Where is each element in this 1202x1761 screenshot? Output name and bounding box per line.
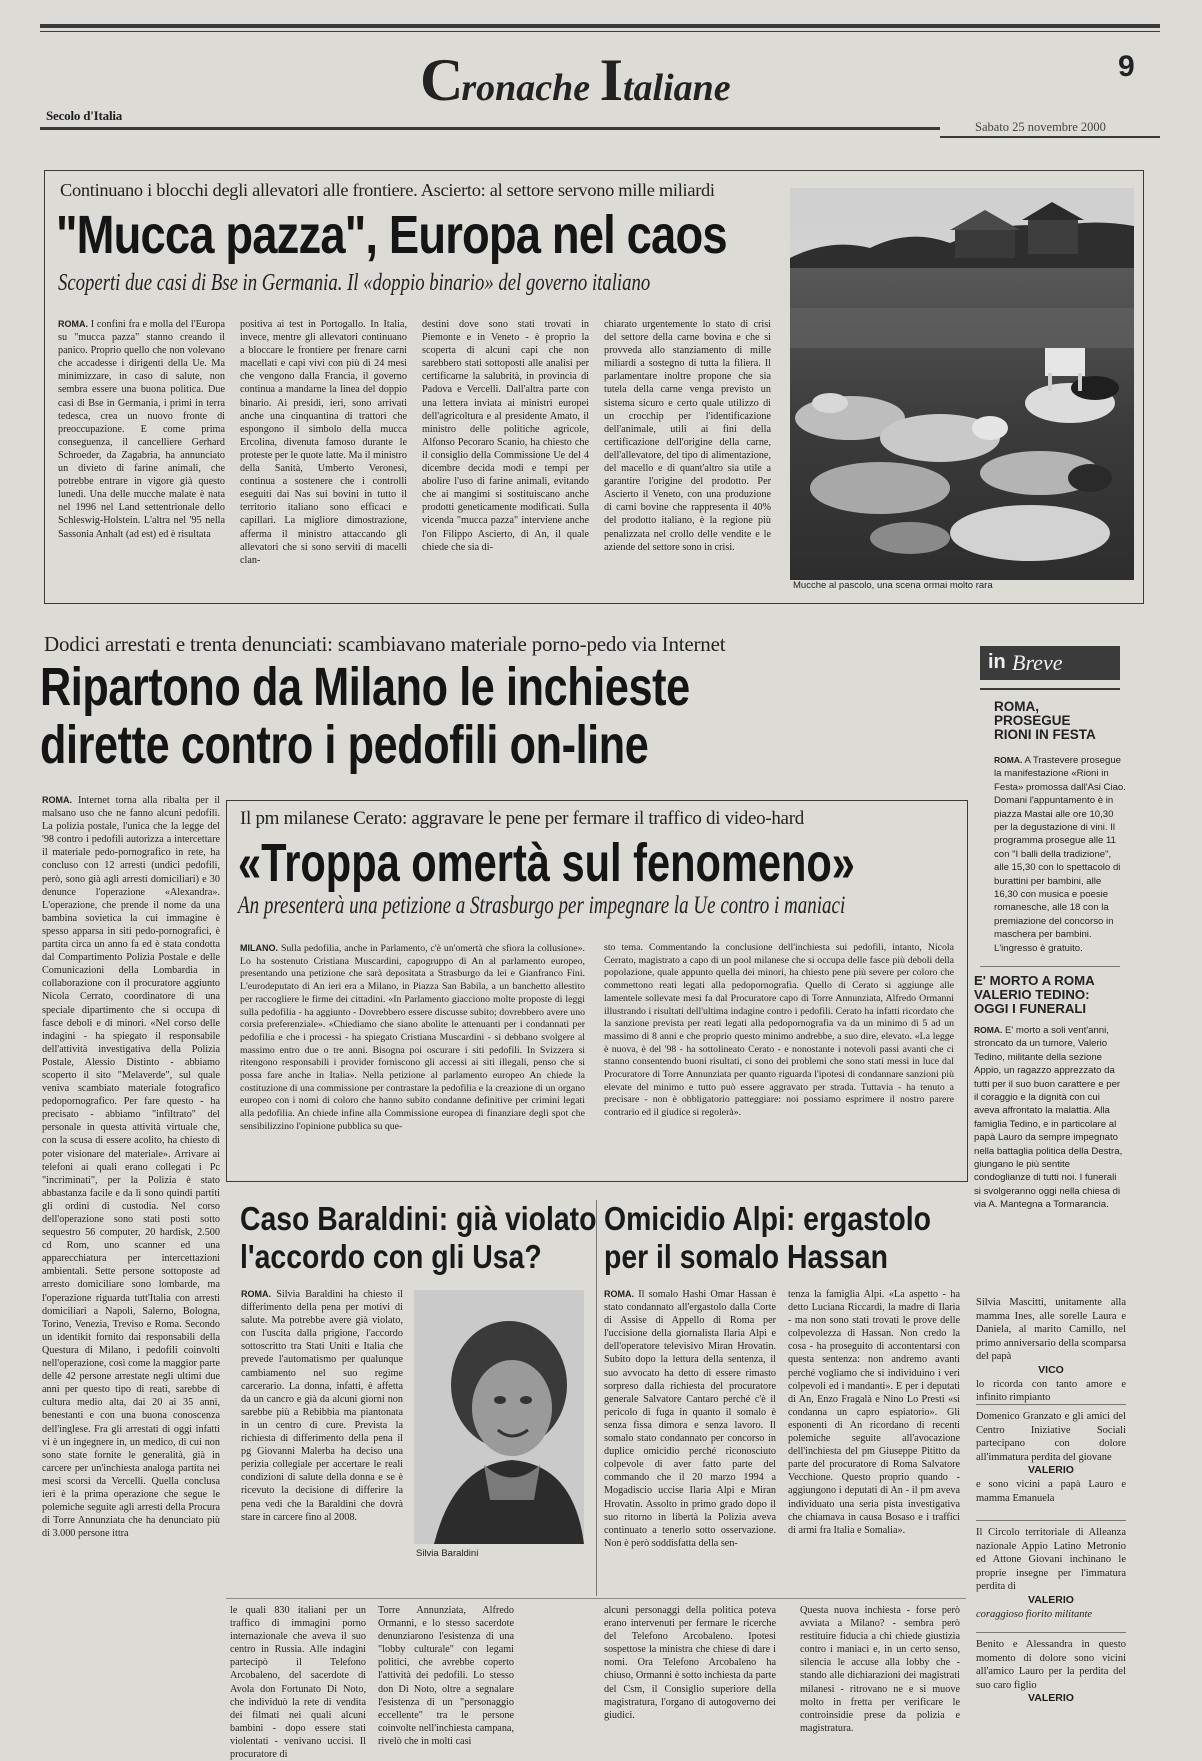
alpi-col-1-text: Il somalo Hashi Omar Hassan è stato condannato all'ergastolo dalla Corte di Assise di Appello di Roma per l'uccisione della giornalista Ilaria Alpi e dell'operatore televisivo Miran Hrovatin. Subito dopo la lettura della sentenza, il suo avvocato ha detto di essere rimasto sorpreso dalla richiesta del procuratore generale Salvatore Cantaro perché c'è il pericolo di fuga in quanto il somalo è senza fissa dimora e senza lavoro. Il somalo stato condannato per concorso in duplice omicidio perché riconosciuto colpevole di aver fatto parte del commando che il 20 marzo 1994 a Mogadiscio uccise Ilaria Alpi e Miran Hrovatin. Assolto in primo grado dopo il suo ritorno in libertà la Polizia aveva continuato a tenerlo sotto osservazione. Non è però soddisfatta della sen- bbox=[604, 1289, 777, 1549]
breve-item1-text: A Trastevere prosegue la manifestazione «Rioni in Festa» promossa dall'Asi Ciao. Domani l'appuntamento è in piazza Mastai alle ore 10,30 per la degustazione di vini. Il programma prosegue alle 11 con "I balli della tradizione", alle 15,30 con lo spettacolo di burattini per bambini, alle 16,30 con musica e poesie romanesche, alle 18 con la premiazione del concorso in maschera per bambini. L'ingresso è gratuito. bbox=[994, 755, 1126, 954]
baraldini-alpi-divider bbox=[596, 1200, 597, 1596]
breve-item2-title-line1: E' MORTO A ROMA bbox=[974, 973, 1095, 988]
pedofili-dateline: ROMA. bbox=[42, 795, 72, 805]
obituary-3-after: coraggioso fiorito militante bbox=[976, 1608, 1093, 1620]
mucca-col-4 bbox=[604, 318, 771, 588]
obituary-2 bbox=[976, 1410, 1126, 1510]
mucca-col-1 bbox=[58, 318, 225, 588]
omerta-col-1-text: Sulla pedofilia, anche in Parlamento, c'è un'omertà che sfiora la collusione». Lo ha sostenuto Cristiana Muscardini, capogruppo di An al parlamento europeo, presentando una petizione che sarà depositata a Strasburgo da lei e Gianfranco Fini. L'eurodeputato di An ieri era a Milano, in Piazza San Babila, a un banchetto allestito per raccogliere le firme dei cittadini. «In Parlamento giacciono molte proposte di leggi sulla pedofilia - ha aggiunto - Dovrebbero essere discusse subito; dovrebbero avere uno corsia preferenziale». «Chiediamo che siano abolite le attenuanti per i condannati per pedofilia e che i processi - ha spiegato Cristiana Muscardini - si debbano svolgere al massimo entro due o tre anni. Bisogna poi oscurare i siti pedofili. In Svizzera si ritengono responsabili i provider forniscono gli accessi ai siti illegali, penso che si possa fare anche in Italia». Nella petizione al parlamento europeo An chiede la costituzione di una commissione per contrastare la pedofilia e la creazione di un organo europeo con i nomi di coloro che hanno subito condanne definitive per crimini legati alla pedofilia. An chiede infine alla Commissione europea di finanziare degli spot che sensibilizzino l'opinione pubblica su que- bbox=[240, 943, 585, 1132]
bottom-columns-rule bbox=[226, 1598, 966, 1599]
obituary-1-name: VICO bbox=[1038, 1363, 1064, 1376]
obituary-4 bbox=[976, 1638, 1126, 1718]
breve-item2-title-line3: OGGI I FUNERALI bbox=[974, 1001, 1087, 1016]
in-breve-label-in: in bbox=[988, 651, 1006, 673]
pedofili-kicker: Dodici arrestati e trenta denunciati: scambiavano materiale porno-pedo via Internet bbox=[44, 632, 726, 656]
obituary-divider-1 bbox=[976, 1404, 1126, 1405]
baraldini-body bbox=[241, 1288, 403, 1594]
baraldini-headline-line2-wrap bbox=[240, 1238, 590, 1278]
pedofili-headline-line2: dirette contro i pedofili on-line bbox=[40, 715, 649, 775]
obituary-divider-3 bbox=[976, 1632, 1126, 1633]
breve-item2-text: E' morto a soli vent'anni, stroncato da un tumore, Valerio Tedino, militante della sezione Appio, un ragazzo apprezzato da tutti per il suo buon carattere e per il coraggio e la dignità con cui aveva affrontato la malattia. Alla famiglia Tedino, e in particolare al papà Lauro da sempre impegnato nella battaglia politica della Destra, giungano le più sentite condoglianze di tutti noi. I funerali si svolgeranno oggi nella chiesa di via A. Mantegna a Tormarancia. bbox=[974, 1025, 1123, 1211]
mucca-col-2-text: positiva ai test in Portogallo. In Italia, invece, mentre gli allevatori continuano a bloccare le frontiere per frenare carni macellati e capi vivi con più di 24 mesi che vengono dalla Francia, il governo continua a mandarne la linea del doppio binario. Ai presidi, ieri, sono arrivati anche una cinquantina di trattori che espongono il simbolo della mucca Ercolina, divenuta famoso durante le proteste per le quote latte. Ma il ministro della Sanità, Umberto Veronesi, continua a sostenere che i controlli eseguiti dai Nas sui bovini in tutto il territorio italiano sono efficaci e capillari. La migliore dimostrazione, afferma il ministro attaccando gli allevatori che si sono serviti di macelli clan- bbox=[240, 319, 407, 566]
baraldini-portrait-image bbox=[414, 1290, 584, 1544]
section-title bbox=[420, 46, 840, 116]
alpi-headline-line1: Omicidio Alpi: ergastolo bbox=[604, 1200, 931, 1237]
mucca-col-4-text: chiarato urgentemente lo stato di crisi del settore della carne bovina e che si provveda allo stanziamento di mille miliardi a sostegno di tutta la filiera. Il parlamentare inoltre propone che sia tutela della carne venga previsto un sistema sicuro e certo quale utilizzo di un crocchip per l'identificazione dell'animale, utili ai fini della certificazione dell'origine della carne, dell'allevatore, del tipo di alimentazione, del macello e di quant'altro sia utile a garantire l'origine del prodotto. Per Ascierto il Veneto, con una produzione di carni bovine che rappresenta il 40% del prodotto italiano, è la regione più penalizzata nel crollo delle vendite e le aziende del settore sono in crisi. bbox=[604, 319, 771, 553]
pedofili-bottom-col-4-text: alcuni personaggi della politica poteva erano intervenuti per fermare le ricerche del Telefono Arcobaleno. Ipotesi sospettose la ministra che chiese di dare i nomi. Ora Telefono Arcobaleno ha chiuso, Ormanni è sotto inchiesta da parte del Csm, il Consiglio superiore della magistratura, l'organo di autogoverno dei giudici. bbox=[604, 1605, 776, 1721]
masthead-bottom-rule-right bbox=[940, 136, 1160, 138]
pedofili-bottom-col-2-text: le quali 830 italiani per un traffico di immagini porno internazionale che aveva il suo centro in Russia. Alle indagini partecipò il Telefono Arcobaleno, del sacerdote di Avola don Fortunato Di Noto, che individuò la rete di vendita dei filmati nei quali alcuni bambini - dopo essere stati violentati - venivano uccisi. Il procuratore di bbox=[230, 1605, 366, 1761]
breve-item2-dateline: ROMA. bbox=[974, 1025, 1003, 1035]
breve-item2-title bbox=[974, 974, 1095, 1016]
mucca-dateline: ROMA. bbox=[58, 319, 88, 329]
mucca-col-1-text: I confini fra e molla del l'Europa su "mucca pazza" stanno creando il panico. Proprio quello che non volevano che accadesse i dirigenti della Ue. Ma minimizzare, in caso di salute, non sembra essere una buona politica. Due casi di Bse in Germania, i primi in terra tedesca, crea un nuovo fronte di preoccupazione. E come prima conseguenza, il cancelliere Gerhard Schroeder, da Zagabria, ha annunciato un divieto di farine animali, che potrebbe entrare in vigore già questo lunedì. Una delle mucche malate è nata nel 1996 nel Land settentrionale dello Schleswig-Holstein. L'altra nel '95 nella Sassonia Anhalt (ad est) ed è risultata bbox=[58, 319, 226, 540]
section-title-initial-i: I bbox=[599, 47, 623, 113]
obituary-1-text: Silvia Mascitti, unitamente alla mamma Ines, alle sorelle Laura e Daniela, al marito Camillo, nel primo anniversario della scomparsa del papà bbox=[976, 1297, 1126, 1363]
obituary-divider-2 bbox=[976, 1520, 1126, 1521]
obituary-3-name: VALERIO bbox=[1028, 1593, 1074, 1606]
baraldini-photo bbox=[414, 1290, 584, 1544]
obituary-4-name: VALERIO bbox=[1028, 1692, 1074, 1705]
mucca-col-3 bbox=[422, 318, 589, 588]
page-number: 9 bbox=[1118, 50, 1135, 83]
obituary-3-text: Il Circolo territoriale di Alleanza nazionale Appio Latino Metronio ed Attone Giovani inchinano le proprie insegne per l'immatura perdita di bbox=[976, 1527, 1126, 1593]
alpi-headline-line2-wrap bbox=[604, 1238, 964, 1278]
omerta-col-2 bbox=[604, 942, 954, 1168]
breve-item1-title bbox=[994, 700, 1096, 742]
masthead-top-rule-thin bbox=[40, 31, 1160, 32]
obituary-2-name: VALERIO bbox=[1028, 1464, 1074, 1477]
issue-date: Sabato 25 novembre 2000 bbox=[975, 120, 1106, 134]
breve-item1-dateline: ROMA. bbox=[994, 755, 1023, 765]
in-breve-top-rule bbox=[980, 688, 1120, 690]
omerta-kicker: Il pm milanese Cerato: aggravare le pene per fermare il traffico di video-hard bbox=[240, 808, 804, 829]
omerta-subhead: An presenterà una petizione a Strasburgo per impegnare la Ue contro i maniaci bbox=[238, 892, 846, 919]
cows-pasture-image bbox=[790, 188, 1134, 580]
omerta-subhead-wrap bbox=[238, 892, 958, 924]
obituary-3 bbox=[976, 1526, 1126, 1624]
in-breve-label bbox=[980, 646, 1120, 680]
breve-item1-title-line1: ROMA, bbox=[994, 699, 1039, 714]
omerta-col-2-text: sto tema. Commentando la conclusione dell'inchiesta sui pedofili, intanto, Nicola Cerrato, magistrato a capo di un pool milanese che si occupa delle fasce più deboli della popolazione, quale appunto quella dei minori, ha chiesto pene più severe per coloro che commettono reati legati alla pedopornografia. Quello di Cerato si aggiunge alle lamentele sollevate mesi fa dal Procuratore capo di Torre Annunziata, Alfredo Ormanni illustrando i risultati dell'ultima indagine contro i pedofili. Cerato ha infatti ricordato che la sanzione prevista per reati legati alla pedopornografia va da un minimo di 5 ad un massimo di 8 anni e che proprio questo minimo andrebbe, a suo dire, elevato. «La legge è nuova, è del '98 - ha sottolineato Cerato - e nonostante i notevoli passi avanti che ci stanno consentendo buoni risultati, ci sono dei problemi che sono stati messi in luce dal Procuratore di Torre Annunziata per quanto riguarda l'ipotesi di condannare sanzioni più elevate del minimo e tutto può essere aggravato per strada. Tuttavia - ha tenuto a precisare - non è obbligatorio patteggiare: noi possiamo esprimere il nostro parere contrario ed il giudice si regolerà». bbox=[604, 942, 954, 1119]
obituary-4-text: Benito e Alessandra in questo momento di dolore sono vicini all'amico Lauro per la perdita del suo caro figlio bbox=[976, 1639, 1126, 1691]
alpi-headline-line1-wrap bbox=[604, 1200, 964, 1240]
pedofili-bottom-col-3-text: Torre Annunziata, Alfredo Ormanni, e lo stesso sacerdote denunziarono l'esistenza di una "lobby culturale" con legami politici, che avrebbe coperto l'attività dei pedofili. Lo stesso don Di Noto, oltre a segnalare l'esistenza di un "personaggio eccellente" tra le persone coinvolte nell'inchiesta campana, rivelò che in molti casi bbox=[378, 1605, 514, 1747]
mucca-col-2 bbox=[240, 318, 407, 588]
breve-item1-title-line3: RIONI IN FESTA bbox=[994, 727, 1096, 742]
omerta-headline: «Troppa omertà sul fenomeno» bbox=[238, 833, 855, 893]
baraldini-photo-caption: Silvia Baraldini bbox=[416, 1548, 479, 1559]
omerta-dateline: MILANO. bbox=[240, 943, 278, 953]
omerta-col-1 bbox=[240, 942, 585, 1168]
mucca-kicker: Continuano i blocchi degli allevatori alle frontiere. Ascierto: al settore servono mille miliardi bbox=[60, 180, 715, 200]
pedofili-left-col-text: Internet torna alla ribalta per il malsano uso che ne fanno alcuni pedofili. La polizia postale, l'unica che la legge del '98 contro i pedofili autorizza a intercettare il materiale pedo-pornografico in rete, ha concluso con 12 arresti (undici pedofili, però, sono già agli arresti domiciliari) e 30 denunce l'operazione «Alexandra». L'operazione, che prende il nome da una bambina sovietica la cui immagine è spesso apparsa in siti pedo-pornografici, è partita circa un anno fa ed è stata condotta dal Compartimento Polizia Postale e delle Comunicazioni della Lombardia in collaborazione con il procuratore aggiunto Nicola Cerrato, coordinatore di una speciale dipartimento che si occupa di fasce deboli e di minori. «Nel corso delle indagini - ha spiegato il responsabile dell'attività investigativa della Polizia Postale, Alessio Distinto - abbiamo scoperto il sito "Melaverde", sul quale veniva scambiato materiale fotografico pedopornografico. Per fare questo - ha precisato - abbiamo "infiltrato" del personale in questa attività virtuale che, con la scusa di essere acolito, ha chiesto di poter visionare del materiale». Arrivare ai telefoni ai quali erano collegati i Pc "incriminati", per la Polizia è stato abbastanza facile e da lì sono quindi partiti gli ordini di custodia. Nel corso dell'operazione sono stati posti sotto sequestro 56 computer, 20 hardisk, 2.500 cd Rom, uno scanner ed una apparecchiatura per intercettazioni ambientali. Sette persone sottoposte ad arresto domiciliare sono lombarde, ma l'operazione riguarda tutt'Italia con arresti domiciliari a Napoli, Salerno, Bologna, Torino, Venezia, Treviso e Roma. Secondo un identikit fornito dai responsabili della Questura di Milano, i pedofili coinvolti nell'operazione, così come la maggior parte delle 42 persone arrestate negli ultimi due anni per questo tipo di reati, sarebbe di cultura medio alta, dai 20 ai 35 anni, benestanti e con una buona conoscenza dell'inglese. Fra gli arrestati di oggi infatti vi è un ingegnere in, un medico, di cui non sono state fornite le generalità, già in carcere per un'inchiesta analoga partita nei mesi scorsi da Vercelli. Quella conclusa ieri è la prima operazione che segue le polemiche seguite agli arresti della Procura di Torre Annunziata che ha denunciato più di 3.000 persone ittra bbox=[42, 795, 220, 1540]
pedofili-bottom-col-5-text: Questa nuova inchiesta - forse però avviata a Milano? - sembra però restituire fiducia a chi chiede giustizia contro i maniaci e, in un certo senso, silencia le accuse alla lobby che - stando alle dichiarazioni dei magistrati milanesi - ritrovano ne e si muove molto in fretta per verificare le controinsidie prese da polizia e magistratura. bbox=[800, 1605, 960, 1734]
in-breve-label-breve: Breve bbox=[1012, 650, 1063, 675]
alpi-dateline: ROMA. bbox=[604, 1289, 634, 1299]
pedofili-headline-line2-wrap bbox=[40, 714, 870, 774]
alpi-col-2-text: tenza la famiglia Alpi. «La aspetto - ha detto Luciana Riccardi, la madre di Ilaria - ma non sono stati trovati le prove delle colpevolezza di Hassan. Non credo la cosa - ha proseguito di accontentarsi con questa sentenza: non andremo avanti perché vogliamo che si individuino i veri colpevoli ed i mandanti». E per i deputati di An, Enzo Fragalà e Nino Lo Presti «si condanna un capro espiatorio». Gli esponenti di An ricordano di recenti polemiche seguite all'avocazione dell'inchiesta del pm Giuseppe Pititto da parte del procuratore di Roma Salvatore Vecchione. Questo proprio quando - aggiungono i deputati di An - il pm aveva individuato una seria pista investigativa che chiamava in causa Bosaso e i traffici di armi fra Italia e Somalia». bbox=[788, 1289, 960, 1536]
section-title-initial-c: C bbox=[420, 47, 462, 113]
mucca-col-3-text: destini dove sono stati trovati in Piemonte e in Veneto - è proprio la scoperta di alcuni capi che non sarebbero stati sottoposti alle analisi per certificarne la salubrità, in provincia di Padova e Vercelli. Dall'altra parte con una lettera inviata ai ministri europei dell'agricoltura e al presidente Amato, il ministro delle politiche agricole, Alfonso Pecoraro Scanio, ha chiesto che il consiglio della Commissione Ue del 4 dicembre decida modi e tempi per abolire l'uso di farine animali, evitando che ai mangimi si sostituiscano anche prodotti geneticamente modificati. Sulla vicenda "mucca pazza" interviene anche l'on Filippo Ascierto, di An, il quale chiede che sia di- bbox=[422, 319, 589, 553]
pedofili-headline-line1-wrap bbox=[40, 656, 870, 716]
baraldini-headline-line1-wrap bbox=[240, 1200, 597, 1240]
obituary-1 bbox=[976, 1296, 1126, 1404]
obituary-1-after: lo ricorda con tanto amore e infinito rimpianto bbox=[976, 1378, 1126, 1404]
omerta-headline-wrap bbox=[238, 832, 958, 896]
baraldini-body-text: Silvia Baraldini ha chiesto il differimento della pena per motivi di salute. Ma potrebbe avere già violato, con l'uscita dalla prigione, l'accordo sottoscritto tra Stati Uniti e Italia che prevede l'automatismo per qualunque cambiamento nel suo regime carcerario. La donna, infatti, è affetta da un cancro e già da alcuni giorni non sarebbe più a Rebibbia ma piantonata in un centro di cure. Prevista la richiesta di differimento della pena il pg Giovanni Malerba ha deciso una perizia collegiale per accertare le reali condizioni di salute della donna e se è ricevuto la decisione di differire la pena vedi che la Baraldini che dovrà stare in carcere fino al 2008. bbox=[241, 1289, 403, 1523]
mucca-headline bbox=[56, 204, 776, 268]
pedofili-bottom-col-5 bbox=[800, 1604, 960, 1740]
cows-photo-caption: Mucche al pascolo, una scena ormai molto rara bbox=[793, 580, 993, 591]
breve-item1-body bbox=[994, 754, 1126, 960]
pedofili-headline-line1: Ripartono da Milano le inchieste bbox=[40, 657, 690, 717]
alpi-col-2 bbox=[788, 1288, 960, 1594]
cows-pasture-photo bbox=[790, 188, 1134, 580]
pedofili-bottom-col-3 bbox=[378, 1604, 514, 1747]
baraldini-dateline: ROMA. bbox=[241, 1289, 271, 1299]
obituary-2-text: Domenico Granzato e gli amici del Centro Iniziative Sociali partecipano con dolore all'immatura perdita del giovane bbox=[976, 1411, 1126, 1463]
alpi-col-1 bbox=[604, 1288, 776, 1594]
breve-item2-title-line2: VALERIO TEDINO: bbox=[974, 987, 1090, 1002]
mucca-subhead-text: Scoperti due casi di Bse in Germania. Il «doppio binario» del governo italiano bbox=[58, 270, 651, 296]
masthead-bottom-rule bbox=[40, 127, 940, 130]
mucca-subhead bbox=[58, 270, 778, 300]
alpi-headline-line2: per il somalo Hassan bbox=[604, 1238, 888, 1275]
mucca-headline-text: "Mucca pazza", Europa nel caos bbox=[56, 205, 727, 265]
section-title-part1: ronache bbox=[461, 67, 600, 109]
pedofili-bottom-col-4 bbox=[604, 1604, 776, 1740]
breve-item1-title-line2: PROSEGUE bbox=[994, 713, 1071, 728]
section-title-part2: taliane bbox=[623, 67, 731, 109]
newspaper-name: Secolo d'Italia bbox=[46, 108, 123, 123]
breve-item2-body bbox=[974, 1024, 1124, 1272]
masthead-top-rule bbox=[40, 24, 1160, 28]
baraldini-headline-line2: l'accordo con gli Usa? bbox=[240, 1238, 542, 1275]
baraldini-headline-line1: Caso Baraldini: già violato bbox=[240, 1200, 597, 1237]
obituary-2-after: e sono vicini a papà Lauro e mamma Emanuela bbox=[976, 1478, 1126, 1504]
pedofili-bottom-col-2 bbox=[230, 1604, 366, 1761]
pedofili-left-col bbox=[42, 794, 220, 1590]
breve-divider bbox=[980, 966, 1120, 967]
